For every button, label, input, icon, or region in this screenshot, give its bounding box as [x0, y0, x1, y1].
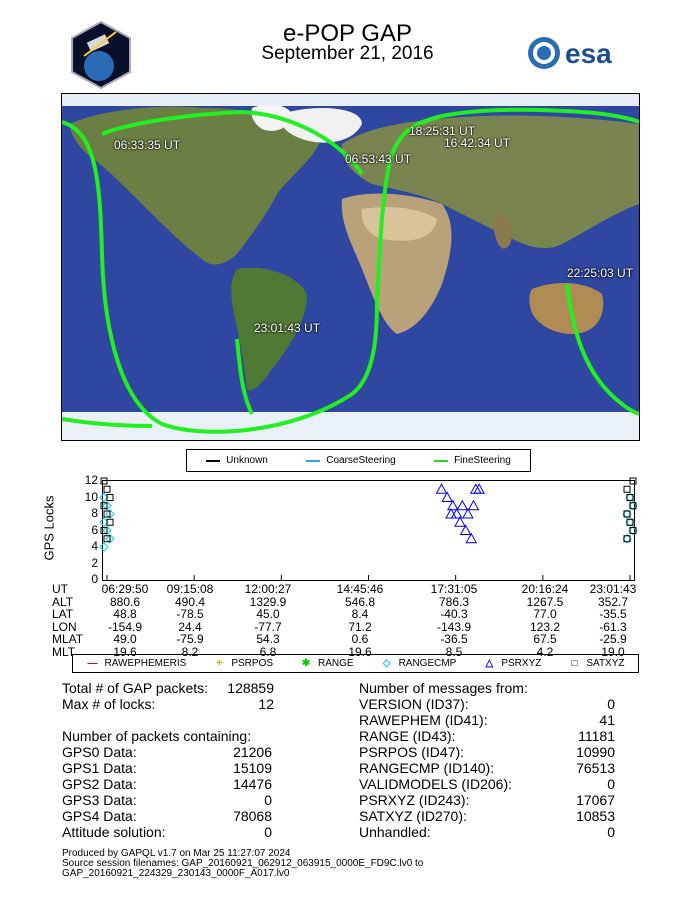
data-point-satxyz — [624, 486, 630, 492]
stat-value: 17067 — [576, 792, 615, 808]
row-label: MLT — [52, 644, 76, 659]
stat-value: 41 — [599, 712, 615, 728]
table-cell: -25.9 — [599, 632, 627, 646]
table-cell: 17:31:05 — [430, 582, 478, 596]
legend-coarsesteering — [306, 455, 395, 466]
table-cell: 8.5 — [445, 644, 463, 659]
table-cell: -143.9 — [436, 619, 472, 634]
table-cell: 19.0 — [601, 644, 625, 659]
legend-label: PSRPOS — [231, 658, 274, 669]
table-cell: 24.4 — [178, 619, 202, 634]
stat-value: 11181 — [578, 728, 615, 744]
legend-label: FineSteering — [454, 455, 511, 466]
table-cell: 06:29:50 — [101, 582, 149, 596]
gps-locks-plot — [102, 480, 635, 581]
table-cell: -154.9 — [107, 619, 143, 634]
triangle-marker-icon: △ — [485, 658, 494, 669]
stat-value: 76513 — [576, 760, 615, 776]
legend-label: SATXYZ — [586, 658, 625, 669]
dash-marker-icon: — — [87, 658, 98, 669]
page-date: September 21, 2016 — [261, 43, 434, 64]
legend-label: Unknown — [226, 455, 268, 466]
legend-label: RANGE — [318, 658, 354, 669]
table-cell: -75.9 — [176, 632, 204, 646]
row-label: ALT — [52, 594, 74, 609]
stat-label: Unhandled: — [359, 824, 431, 840]
data-point-psrxyz — [455, 517, 465, 526]
row-label: UT — [52, 582, 68, 596]
legend-line — [206, 460, 220, 462]
legend-line — [434, 460, 448, 462]
y-tick-label: 6 — [91, 522, 98, 537]
stat-label: GPS1 Data: — [62, 760, 137, 776]
data-point-psrxyz — [474, 484, 484, 493]
table-cell: 490.4 — [174, 594, 206, 609]
data-point-psrxyz — [469, 501, 479, 510]
legend-rawephemeris — [86, 658, 186, 669]
row-label: MLAT — [52, 632, 84, 646]
footer-source-cont: GAP_20160921_224329_230143_0000F_A017.lv0 — [62, 868, 290, 879]
stat-label: PSRPOS (ID47): — [359, 744, 465, 760]
stat-value: 10990 — [576, 744, 615, 760]
data-point-psrxyz — [437, 484, 447, 493]
table-cell: 1329.9 — [249, 594, 287, 609]
legend-finesteering — [434, 455, 511, 466]
time-label: 06:53:43 UT — [345, 152, 412, 166]
table-cell: 19.6 — [348, 644, 372, 659]
data-point-rangecmp — [100, 543, 108, 551]
table-cell: 8.4 — [351, 607, 369, 621]
y-axis-label: GPS Locks — [41, 495, 57, 561]
stat-value: 10853 — [576, 808, 615, 824]
message-legend — [72, 654, 639, 673]
table-cell: 123.2 — [529, 619, 561, 634]
table-cell: 09:15:08 — [166, 582, 214, 596]
max-locks-label: Max # of locks: — [62, 696, 156, 712]
table-cell: 0.6 — [351, 632, 369, 646]
table-cell: 880.6 — [109, 594, 141, 609]
table-cell: -78.5 — [176, 607, 204, 621]
table-cell: 54.3 — [256, 632, 280, 646]
time-label: 22:25:03 UT — [567, 266, 634, 280]
y-tick-label: 8 — [91, 506, 98, 520]
table-cell: 4.2 — [536, 644, 554, 659]
stat-label: GPS4 Data: — [62, 808, 137, 824]
stat-value: 78068 — [233, 808, 272, 824]
steering-legend — [186, 449, 531, 472]
containing-heading: Number of packets containing: — [62, 728, 252, 744]
stat-label: PSRXYZ (ID243): — [359, 792, 470, 808]
stat-value: 21206 — [233, 744, 272, 760]
legend-satxyz — [568, 658, 624, 669]
legend-line — [306, 460, 320, 462]
legend-psrxyz — [483, 658, 541, 669]
data-point-satxyz — [104, 486, 110, 492]
y-tick-label: 4 — [91, 539, 98, 553]
table-cell: 786.3 — [438, 594, 470, 609]
legend-range — [300, 658, 354, 669]
table-cell: 23:01:43 — [589, 582, 637, 596]
y-tick-label: 10 — [84, 489, 98, 504]
table-cell: 546.8 — [344, 594, 376, 609]
table-cell: -36.5 — [440, 632, 468, 646]
data-point-psrxyz — [463, 509, 473, 518]
data-point-satxyz — [104, 536, 110, 542]
total-packets-value: 128859 — [227, 680, 274, 696]
stat-label: RANGECMP (ID140): — [359, 760, 495, 776]
data-point-satxyz — [104, 511, 110, 517]
plus-marker-icon: + — [216, 658, 223, 669]
table-cell: -77.7 — [254, 619, 282, 634]
esa-logo-text: esa — [565, 38, 612, 69]
table-cell: 352.7 — [597, 594, 629, 609]
data-point-psrxyz — [466, 534, 476, 543]
table-cell: 12:00:27 — [244, 582, 292, 596]
stat-value: 15109 — [233, 760, 272, 776]
esa-logo — [527, 36, 637, 70]
data-point-satxyz — [101, 528, 107, 534]
y-tick-label: 2 — [91, 555, 98, 570]
legend-label: PSRXYZ — [501, 658, 542, 669]
row-label: LAT — [52, 607, 74, 621]
y-tick-label: 12 — [84, 473, 98, 487]
row-label: LON — [52, 619, 77, 634]
messages-heading: Number of messages from: — [359, 680, 528, 696]
stat-value: 0 — [607, 776, 615, 792]
table-cell: 45.0 — [256, 607, 280, 621]
table-cell: 8.2 — [181, 644, 199, 659]
time-label: 16:42:34 UT — [444, 136, 511, 150]
ground-track-map — [61, 93, 640, 441]
table-cell: 77.0 — [533, 607, 557, 621]
stat-label: GPS0 Data: — [62, 744, 137, 760]
table-cell: 67.5 — [533, 632, 557, 646]
table-cell: -35.5 — [599, 607, 627, 621]
square-marker-icon: □ — [571, 658, 578, 669]
legend-psrpos — [213, 658, 273, 669]
gps-locks-svg — [103, 481, 634, 580]
data-point-psrxyz — [448, 501, 458, 510]
stat-label: RAWEPHEM (ID41): — [359, 712, 488, 728]
stat-label: GPS3 Data: — [62, 792, 137, 808]
stat-label: RANGE (ID43): — [359, 728, 456, 744]
legend-label: RANGECMP — [398, 658, 457, 669]
legend-label: RAWEPHEMERIS — [104, 658, 187, 669]
footer-produced: Produced by GAPQL v1.7 on Mar 25 11:27:07 2024 — [62, 848, 291, 859]
stat-value: 14476 — [233, 776, 272, 792]
table-cell: -61.3 — [599, 619, 627, 634]
table-cell: 20:16:24 — [521, 582, 569, 596]
y-tick-label: 0 — [91, 572, 98, 586]
table-cell: 14:45:46 — [336, 582, 384, 596]
page-title: e-POP GAP — [283, 20, 412, 47]
stat-value: 0 — [607, 824, 615, 840]
data-point-psrxyz — [457, 501, 467, 510]
max-locks-value: 12 — [258, 696, 274, 712]
total-packets-label: Total # of GAP packets: — [62, 680, 209, 696]
data-point-psrxyz — [442, 493, 452, 502]
table-cell: 19.6 — [113, 644, 137, 659]
stat-value: 0 — [264, 792, 272, 808]
star-marker-icon: ✱ — [301, 658, 311, 669]
legend-label: CoarseSteering — [326, 455, 396, 466]
stat-label: GPS2 Data: — [62, 776, 137, 792]
footer-source: Source session filenames: GAP_20160921_062912_063915_0000E_FD9C.lv0 to — [62, 858, 424, 869]
time-label: 18:25:31 UT — [409, 124, 476, 138]
time-label: 23:01:43 UT — [254, 321, 321, 335]
data-point-satxyz — [101, 503, 107, 509]
stat-value: 0 — [264, 824, 272, 840]
legend-rangecmp — [381, 658, 457, 669]
stat-label: VERSION (ID37): — [359, 696, 469, 712]
time-label: 06:33:35 UT — [114, 138, 181, 152]
table-cell: 6.8 — [259, 644, 277, 659]
stat-label: Attitude solution: — [62, 824, 166, 840]
data-point-satxyz — [630, 478, 636, 484]
diamond-marker-icon: ◇ — [382, 658, 391, 669]
data-point-psrxyz — [471, 484, 481, 493]
table-cell: 1267.5 — [526, 594, 564, 609]
data-point-satxyz — [101, 478, 107, 484]
stat-label: VALIDMODELS (ID206): — [359, 776, 513, 792]
table-cell: 49.0 — [113, 632, 137, 646]
footer — [62, 849, 423, 879]
table-cell: 48.8 — [113, 607, 137, 621]
stat-value: 0 — [607, 696, 615, 712]
data-point-psrxyz — [461, 526, 471, 535]
stat-label: SATXYZ (ID270): — [359, 808, 467, 824]
legend-unknown — [206, 455, 268, 466]
table-cell: 71.2 — [348, 619, 372, 634]
table-cell: -40.3 — [440, 607, 468, 621]
